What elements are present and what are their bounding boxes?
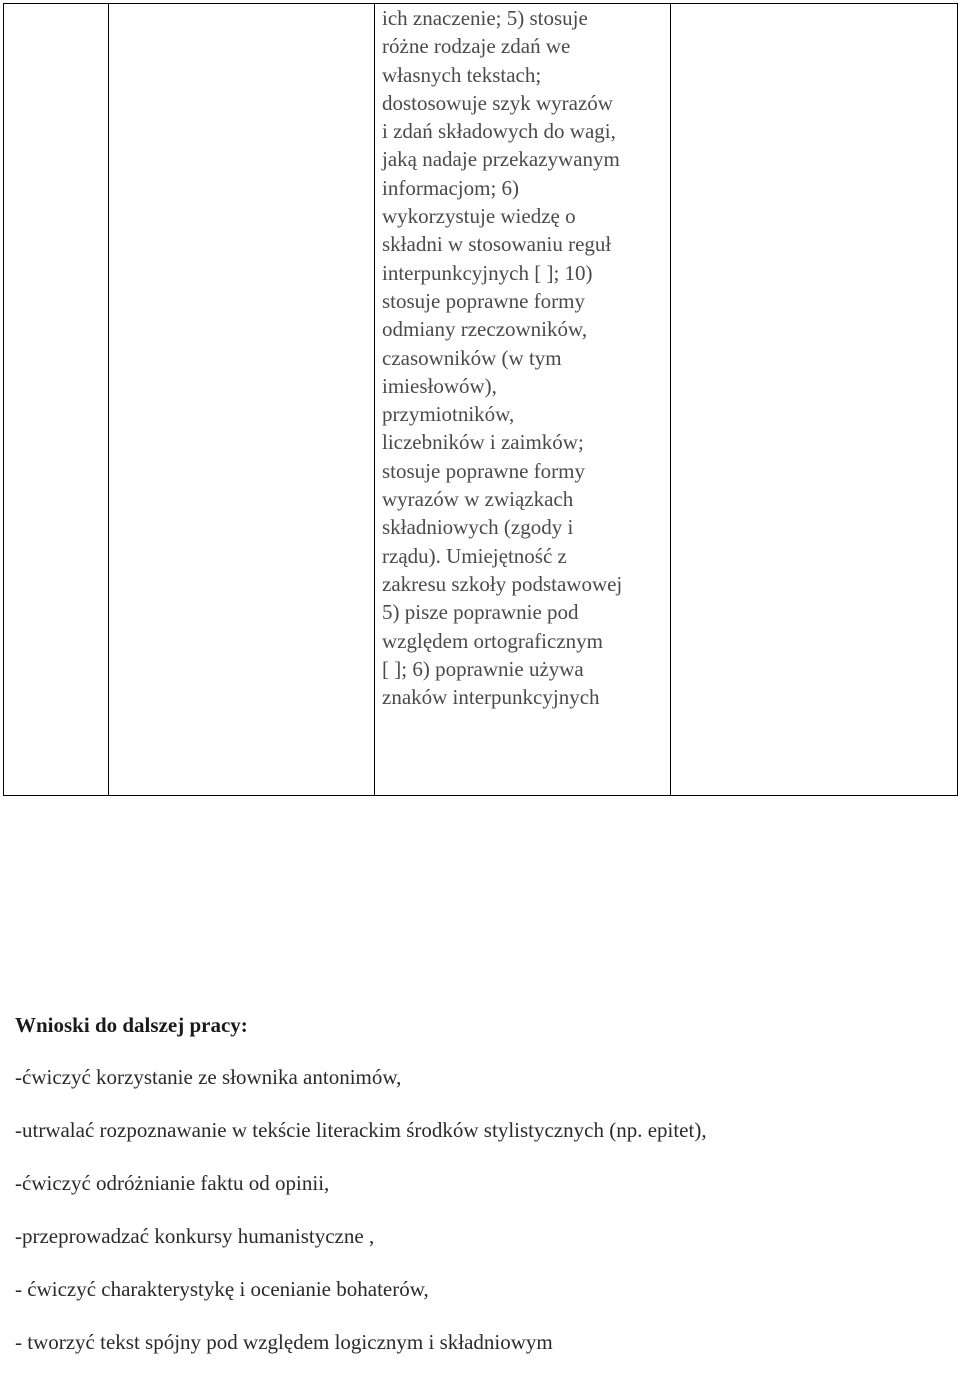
conclusion-item: - ćwiczyć charakterystykę i ocenianie bohaterów, <box>15 1277 429 1301</box>
cell-line: przymiotników, <box>382 402 515 427</box>
cell-line: [ ]; 6) poprawnie używa <box>382 656 584 681</box>
requirements-cell <box>382 4 672 711</box>
cell-line: czasowników (w tym <box>382 345 562 370</box>
cell-line: własnych tekstach; <box>382 62 542 87</box>
cell-line: wykorzystuje wiedzę o <box>382 204 576 229</box>
conclusion-item: -utrwalać rozpoznawanie w tekście literackim środków stylistycznych (np. epitet), <box>15 1118 707 1142</box>
cell-line: odmiany rzeczowników, <box>382 317 588 342</box>
table-column-divider-2 <box>374 3 375 796</box>
cell-line: składni w stosowaniu reguł <box>382 232 612 257</box>
conclusions-section <box>15 1008 945 1378</box>
conclusion-item: -przeprowadzać konkursy humanistyczne , <box>15 1224 375 1248</box>
cell-line: 5) pisze poprawnie pod <box>382 600 579 625</box>
cell-line: stosuje poprawne formy <box>382 288 585 313</box>
cell-line: rządu). Umiejętność z <box>382 543 567 568</box>
cell-line: interpunkcyjnych [ ]; 10) <box>382 260 593 285</box>
cell-line: liczebników i zaimków; <box>382 430 584 455</box>
conclusion-item: -ćwiczyć korzystanie ze słownika antonimów, <box>15 1065 402 1089</box>
cell-line: składniowych (zgody i <box>382 515 574 540</box>
cell-line: zakresu szkoły podstawowej <box>382 571 623 596</box>
cell-line: jaką nadaje przekazywanym <box>382 147 620 172</box>
cell-line: dostosowuje szyk wyrazów <box>382 90 613 115</box>
cell-line: informacjom; 6) <box>382 175 520 200</box>
cell-line: różne rodzaje zdań we <box>382 34 571 59</box>
cell-line: wyrazów w związkach <box>382 487 574 512</box>
cell-line: stosuje poprawne formy <box>382 458 585 483</box>
cell-line: i zdań składowych do wagi, <box>382 119 616 144</box>
cell-line: ich znaczenie; 5) stosuje <box>382 6 588 30</box>
conclusion-item: - tworzyć tekst spójny pod względem logicznym i składniowym <box>15 1330 553 1354</box>
conclusion-item: -ćwiczyć odróżnianie faktu od opinii, <box>15 1171 330 1195</box>
conclusions-heading: Wnioski do dalszej pracy: <box>15 1013 248 1037</box>
cell-line: względem ortograficznym <box>382 628 603 653</box>
cell-line: znaków interpunkcyjnych <box>382 685 600 710</box>
table-column-divider-1 <box>108 3 109 796</box>
conclusions-list <box>15 1060 945 1378</box>
cell-line: imiesłowów), <box>382 373 497 398</box>
